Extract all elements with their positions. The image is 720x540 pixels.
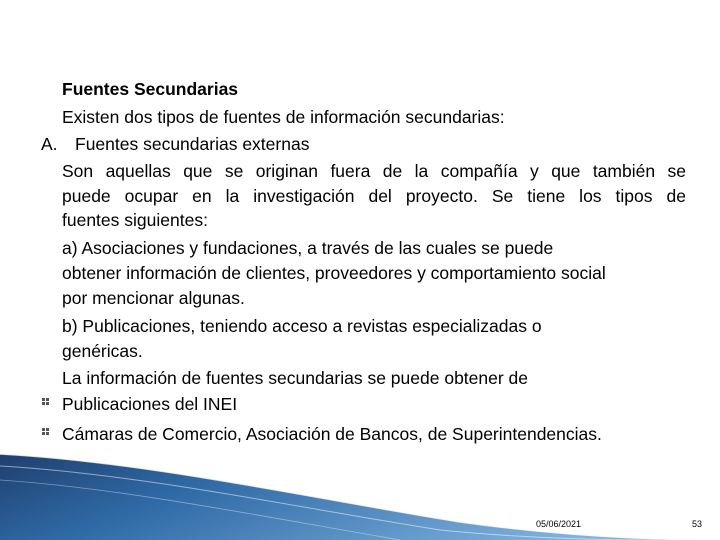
bullet-icon (42, 428, 49, 435)
item-b-line-2: genéricas. (62, 341, 143, 361)
section-a-paragraph-line-2: puede ocupar en la investigación del proyecto. Se tiene los tipos de (62, 186, 686, 206)
item-a-line-1: a) Asociaciones y fundaciones, a través de las cuales se puede (62, 238, 554, 258)
section-a-paragraph-line-1: Son aquellas que se originan fuera de la compañía y que también se (62, 161, 686, 181)
footer-date: 05/06/2021 (536, 519, 582, 529)
intro-text: Existen dos tipos de fuentes de información secundarias: (62, 107, 505, 127)
summary-text: La información de fuentes secundarias se puede obtener de (62, 368, 529, 388)
footer-page-number: 53 (692, 519, 703, 529)
item-a-line-2: obtener información de clientes, proveedores y comportamiento social (62, 263, 606, 283)
bullet-item-2: Cámaras de Comercio, Asociación de Bancos, de Superintendencias. (62, 424, 602, 444)
item-a-line-3: por mencionar algunas. (62, 288, 245, 308)
item-b-line-1: b) Publicaciones, teniendo acceso a revistas especializadas o (62, 316, 542, 336)
section-a-marker: A. (41, 134, 58, 154)
bullet-item-1: Publicaciones del INEI (62, 394, 238, 414)
slide-title: Fuentes Secundarias (62, 79, 239, 99)
decorative-wave-band (0, 450, 720, 540)
bullet-icon (42, 398, 49, 405)
section-a-paragraph-line-3: fuentes siguientes: (62, 210, 208, 230)
section-a-heading: Fuentes secundarias externas (75, 134, 310, 154)
